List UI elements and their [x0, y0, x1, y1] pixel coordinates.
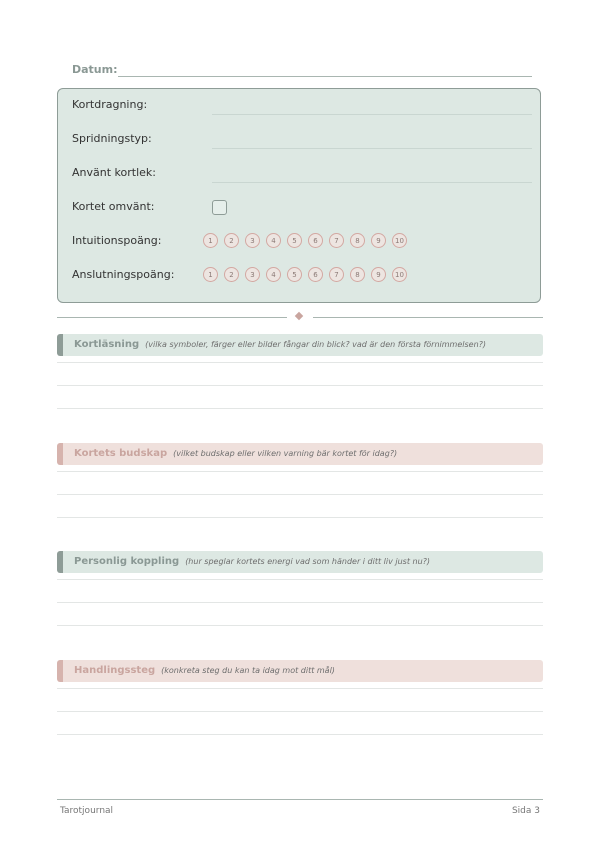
- writing-line[interactable]: [57, 408, 543, 409]
- writing-line[interactable]: [57, 625, 543, 626]
- deck-used-label: Använt kortlek:: [72, 166, 156, 179]
- reversed-checkbox[interactable]: [212, 200, 227, 215]
- intuition-score-label: Intuitionspoäng:: [72, 234, 162, 247]
- ornament-divider: [57, 312, 543, 322]
- section-hint: (konkreta steg du kan ta idag mot ditt mål): [161, 666, 335, 675]
- writing-line[interactable]: [57, 362, 543, 363]
- intuition-score-8[interactable]: 8: [350, 233, 365, 248]
- writing-line[interactable]: [57, 517, 543, 518]
- connection-score-8[interactable]: 8: [350, 267, 365, 282]
- section-card-reading: [57, 334, 543, 356]
- writing-line[interactable]: [57, 734, 543, 735]
- deck-used-field[interactable]: [212, 182, 532, 183]
- intuition-score-10[interactable]: 10: [392, 233, 407, 248]
- section-title-text: Kortläsning: [74, 339, 140, 350]
- writing-line[interactable]: [57, 471, 543, 472]
- connection-score-2[interactable]: 2: [224, 267, 239, 282]
- divider-line-right: [313, 317, 543, 318]
- writing-line[interactable]: [57, 602, 543, 603]
- connection-score-3[interactable]: 3: [245, 267, 260, 282]
- card-draw-field[interactable]: [212, 114, 532, 115]
- intuition-score-6[interactable]: 6: [308, 233, 323, 248]
- connection-score-4[interactable]: 4: [266, 267, 281, 282]
- section-title: [74, 665, 335, 676]
- intuition-score-4[interactable]: 4: [266, 233, 281, 248]
- connection-scale: [203, 267, 407, 284]
- connection-score-6[interactable]: 6: [308, 267, 323, 282]
- connection-score-7[interactable]: 7: [329, 267, 344, 282]
- section-card-message: [57, 443, 543, 465]
- intuition-score-1[interactable]: 1: [203, 233, 218, 248]
- diamond-icon: [295, 312, 303, 320]
- section-hint: (vilket budskap eller vilken varning bär kortet för idag?): [173, 449, 398, 458]
- section-title-text: Personlig koppling: [74, 556, 180, 567]
- spread-type-field[interactable]: [212, 148, 532, 149]
- section-title-text: Kortets budskap: [74, 448, 168, 459]
- footer-title: Tarotjournal: [60, 806, 114, 816]
- card-draw-label: Kortdragning:: [72, 98, 148, 111]
- intuition-score-3[interactable]: 3: [245, 233, 260, 248]
- date-label: Datum:: [72, 63, 118, 76]
- section-hint: (hur speglar kortets energi vad som händer i ditt liv just nu?): [185, 557, 431, 566]
- divider-line-left: [57, 317, 287, 318]
- writing-line[interactable]: [57, 494, 543, 495]
- section-hint: (vilka symboler, färger eller bilder fångar din blick? vad är den första förnimmelsen?): [145, 340, 487, 349]
- connection-score-5[interactable]: 5: [287, 267, 302, 282]
- page-number: Sida 3: [511, 806, 540, 816]
- writing-line[interactable]: [57, 385, 543, 386]
- connection-score-9[interactable]: 9: [371, 267, 386, 282]
- connection-score-10[interactable]: 10: [392, 267, 407, 282]
- section-action-steps: [57, 660, 543, 682]
- intuition-score-5[interactable]: 5: [287, 233, 302, 248]
- section-title-text: Handlingssteg: [74, 665, 156, 676]
- intuition-score-9[interactable]: 9: [371, 233, 386, 248]
- connection-score-label: Anslutningspoäng:: [72, 268, 175, 281]
- footer-divider: [57, 799, 543, 800]
- section-personal-connection: [57, 551, 543, 573]
- spread-type-label: Spridningstyp:: [72, 132, 152, 145]
- date-field[interactable]: [118, 76, 532, 77]
- reversed-label: Kortet omvänt:: [72, 200, 155, 213]
- section-title: [74, 339, 486, 350]
- intuition-score-7[interactable]: 7: [329, 233, 344, 248]
- date-row: [72, 62, 532, 80]
- writing-line[interactable]: [57, 711, 543, 712]
- connection-score-1[interactable]: 1: [203, 267, 218, 282]
- intuition-score-2[interactable]: 2: [224, 233, 239, 248]
- writing-line[interactable]: [57, 688, 543, 689]
- writing-line[interactable]: [57, 579, 543, 580]
- section-title: [74, 448, 397, 459]
- card-details-box: [57, 88, 541, 303]
- section-title: [74, 556, 430, 567]
- intuition-scale: [203, 233, 407, 250]
